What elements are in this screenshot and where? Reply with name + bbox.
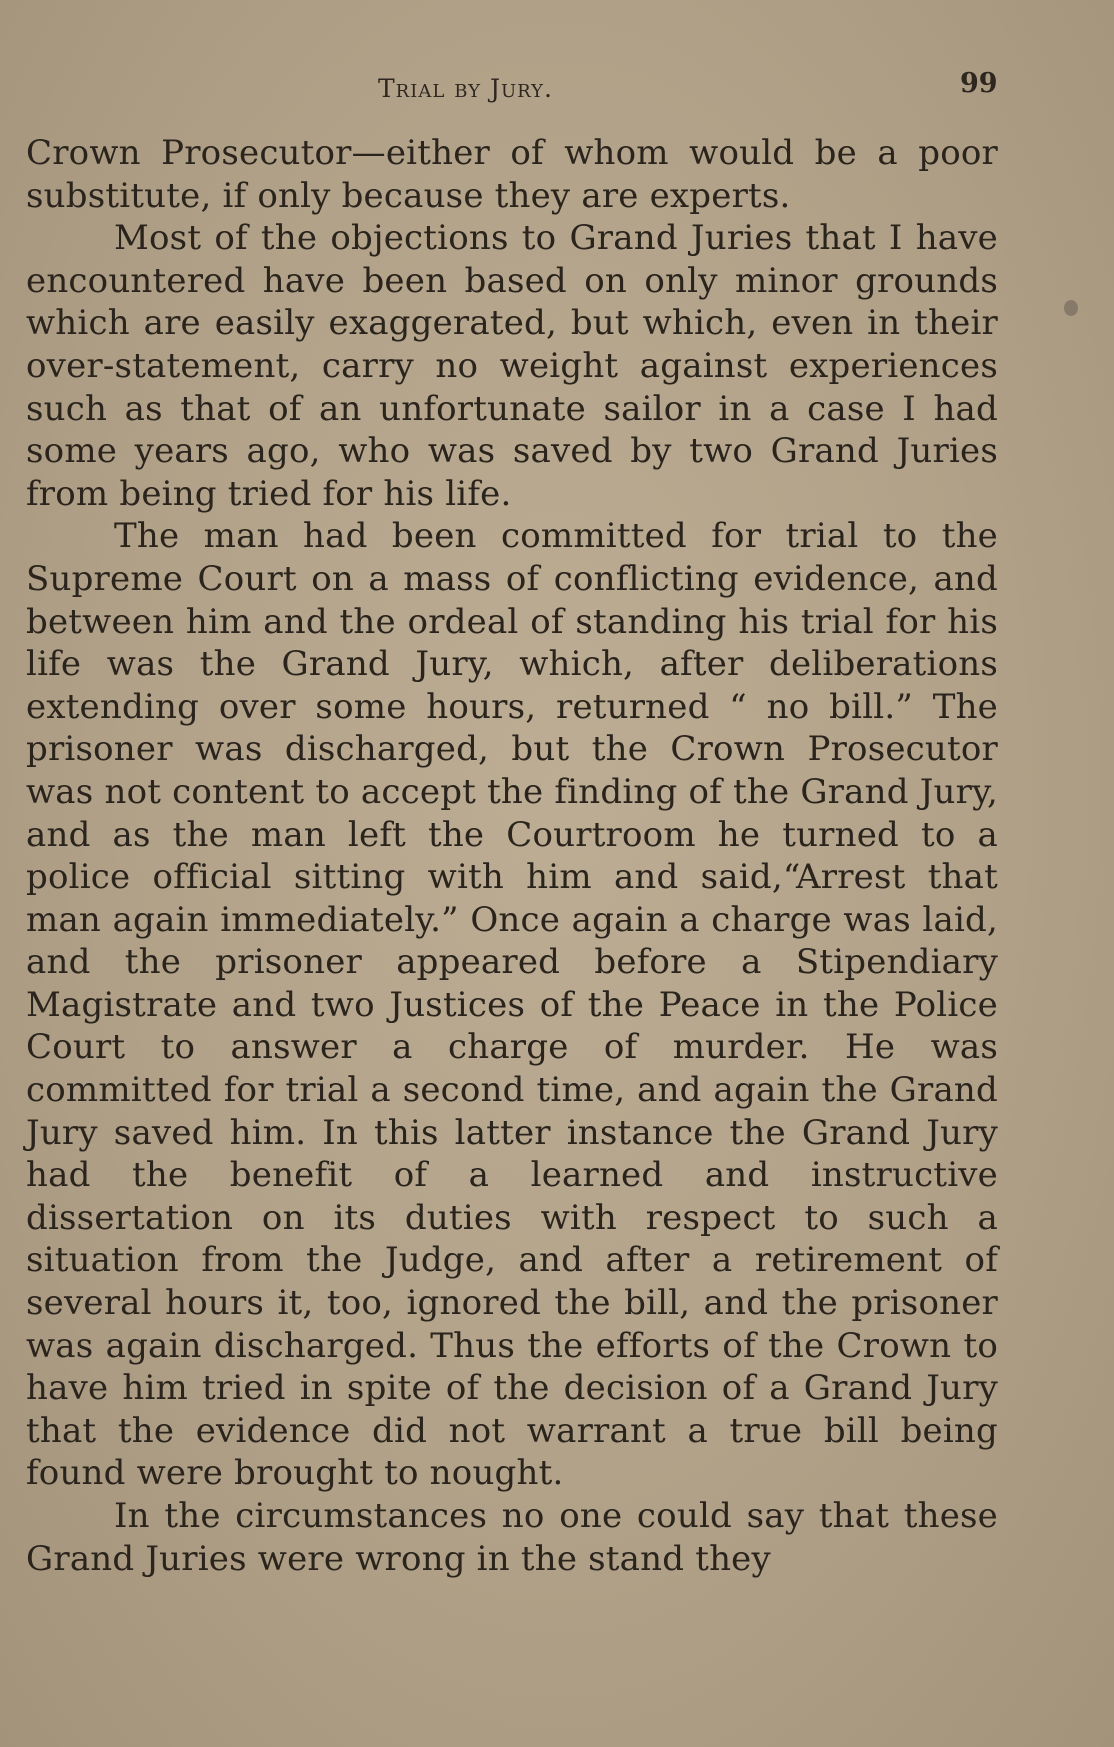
paragraph-1: Crown Prosecutor—either of whom would be a poor substitute, if only because they are experts. [26,133,998,216]
paragraph-3: The man had been committed for trial to the Supreme Court on a mass of conflicting evidence, and between him and the ordeal of standing his trial for his life was the Grand Jury, which, after deliberations extending over some hours, returned “ no bill.” The prisoner was discharged, but the Crown Prosecutor was not content to accept the finding of the Grand Jury, and as the man left the Courtroom he turned to a police official sitting with him and said,“Arrest that man again immediately.” Once again a charge was laid, and the prisoner appeared before a Stipendiary Magistrate and two Justices of the Peace in the Police Court to answer a charge of murder. He was committed for trial a second time, and again the Grand Jury saved him. In this latter instance the Grand Jury had the benefit of a learned and instructive dissertation on its duties with respect to such a situation from the Judge, and after a retirement of several hours it, too, ignored the bill, and the prisoner was again discharged. Thus the efforts of the Crown to have him tried in spite of the decision of a Grand Jury that the evidence did not warrant a true bill being found were brought to nought. [26,516,998,1494]
running-head [0,66,1114,112]
paragraph-2: Most of the objections to Grand Juries that I have encountered have been based on only minor grounds which are easily exaggerated, but which, even in their over-statement, carry no weight against experiences such as that of an unfortunate sailor in a case I had some years ago, who was saved by two Grand Juries from being tried for his life. [26,218,998,514]
page-number: 99 [960,68,998,99]
ink-smudge [1064,300,1078,316]
paragraph-4: In the circumstances no one could say that these Grand Juries were wrong in the stand they [26,1496,998,1579]
body-text [26,132,998,1580]
running-title: Trial by Jury. [378,74,553,103]
